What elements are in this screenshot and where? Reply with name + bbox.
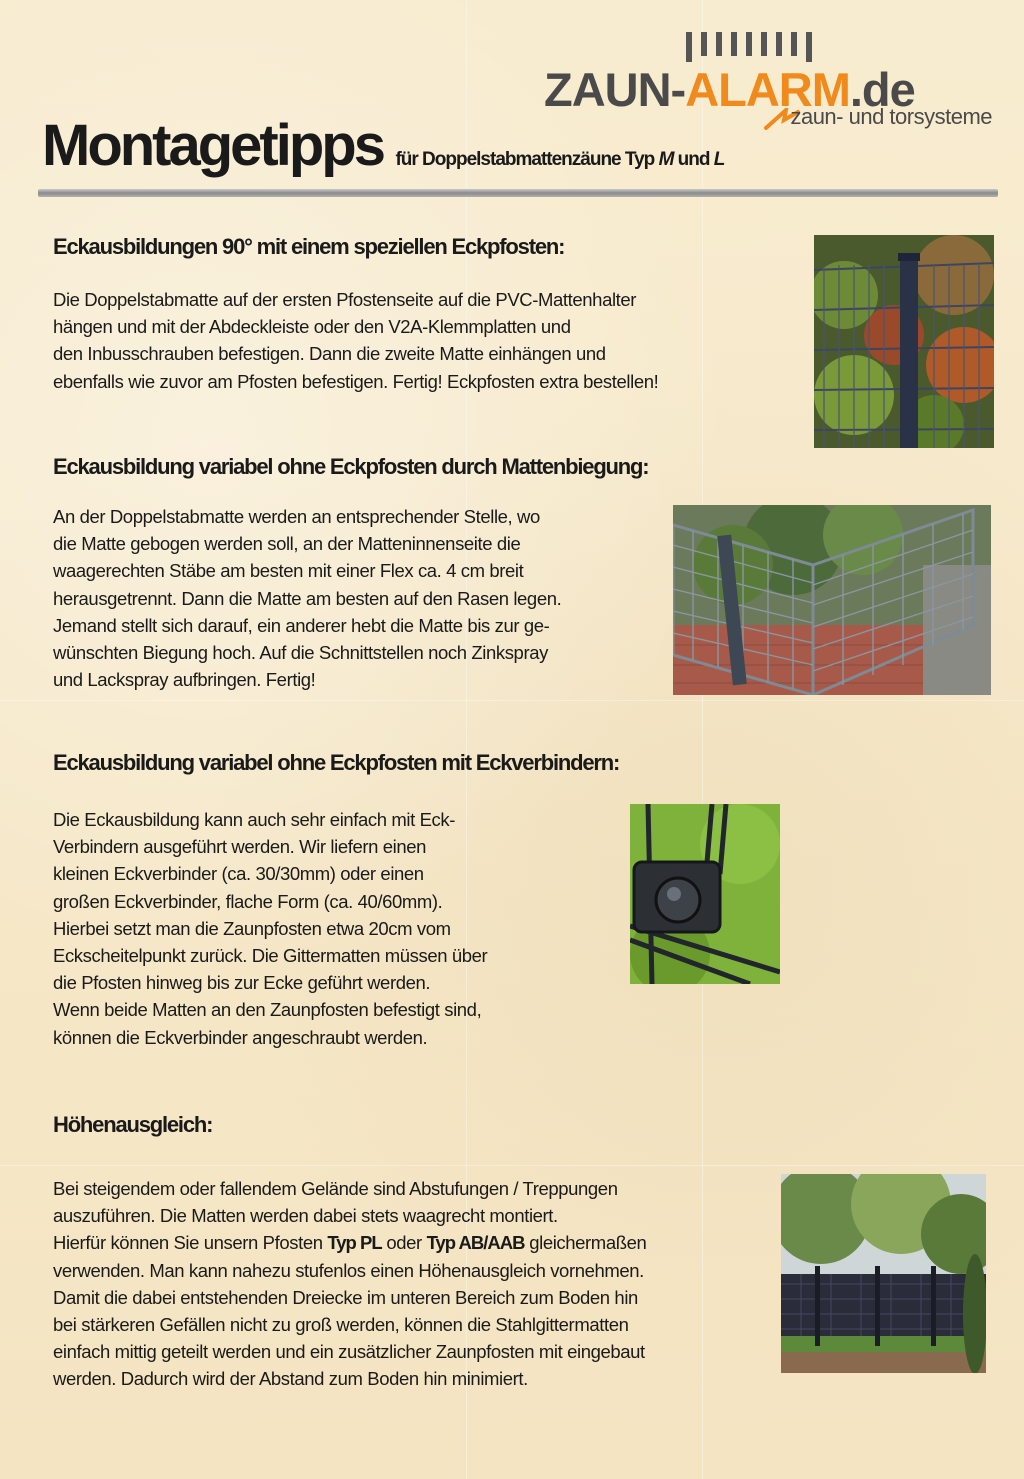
section-heading-height-compensation: Höhenausgleich: bbox=[53, 1112, 213, 1137]
photo-corner-post bbox=[814, 235, 994, 448]
post-type-pl: Typ PL bbox=[327, 1232, 382, 1254]
bg-grid-line bbox=[0, 1165, 1024, 1166]
page-header bbox=[42, 112, 724, 179]
section-text-height-compensation: Bei steigendem oder fallendem Gelände sind Abstufungen / Treppungen auszuführen. Die Matten werden dabei stets waagrecht montiert. Hierfür können Sie unsern Pfosten Typ PL oder Typ AB/AAB gleichermaßen verwenden. Man kann nahezu stufenlos einen Höhenausgleich vornehmen. Damit die dabei entstehenden Dreiecke im unteren Bereich zum Boden hin bei stärkeren Gefällen nicht zu groß werden, können die Stahlgittermatten einfach mittig geteilt werden und ein zusätzlicher Zaunpfosten mit eingebaut werden. Dadurch wird der Abstand zum Boden hin minimiert. bbox=[53, 1178, 647, 1390]
bg-grid-line bbox=[702, 0, 703, 1479]
header-divider bbox=[38, 189, 998, 197]
page-subtitle: für Doppelstabmattenzäune Typ M und L bbox=[395, 149, 725, 170]
section-heading-bent-mat: Eckausbildung variabel ohne Eckpfosten durch Mattenbiegung: bbox=[53, 454, 649, 479]
section-text-bent-mat: An der Doppelstabmatte werden an entsprechender Stelle, wo die Matte gebogen werden soll, an der Matteninnenseite die waagerechten Stäbe am besten mit einer Flex ca. 4 cm breit herausgetrennt. Dann die Matte am besten auf den Rasen legen. Jemand stellt sich darauf, ein anderer hebt die Matte bis zur ge- wünschten Biegung hoch. Auf die Schnittstellen noch Zinkspray und Lackspray aufbringen. Fertig! bbox=[53, 506, 562, 691]
page-title: Montagetipps bbox=[42, 113, 383, 178]
logo-slogan: zaun- und torsysteme bbox=[790, 104, 992, 129]
logo-bars-icon bbox=[686, 32, 812, 62]
bg-grid-line bbox=[0, 700, 1024, 701]
photo-stepped-fence bbox=[781, 1174, 986, 1373]
photo-corner-connector bbox=[630, 804, 780, 984]
logo-wordmark: ZAUN-ALARM.de bbox=[544, 63, 915, 116]
section-heading-corner-post: Eckausbildungen 90° mit einem speziellen Eckpfosten: bbox=[53, 234, 565, 259]
section-heading-corner-connector: Eckausbildung variabel ohne Eckpfosten mit Eckverbindern: bbox=[53, 750, 620, 775]
photo-bent-mat bbox=[673, 505, 991, 695]
section-text-corner-post: Die Doppelstabmatte auf der ersten Pfostenseite auf die PVC-Mattenhalter hängen und mit der Abdeckleiste oder den V2A-Klemmplatten und den Inbusschrauben befestigen. Dann die zweite Matte einhängen und ebenfalls wie zuvor am Pfosten befestigen. Fertig! Eckpfosten extra bestellen! bbox=[53, 289, 659, 392]
post-type-ab-aab: Typ AB/AAB bbox=[426, 1232, 525, 1254]
section-text-corner-connector: Die Eckausbildung kann auch sehr einfach mit Eck- Verbindern ausgeführt werden. Wir liefern einen kleinen Eckverbinder (ca. 30/30mm) oder einen großen Eckverbinder, flache Form (ca. 40/60mm). Hierbei setzt man die Zaunpfosten etwa 20cm vom Eckscheitelpunkt zurück. Die Gittermatten müssen über die Pfosten hinweg bis zur Ecke geführt werden. Wenn beide Matten an den Zaunpfosten befestigt sind, können die Eckverbinder angeschraubt werden. bbox=[53, 809, 488, 1048]
